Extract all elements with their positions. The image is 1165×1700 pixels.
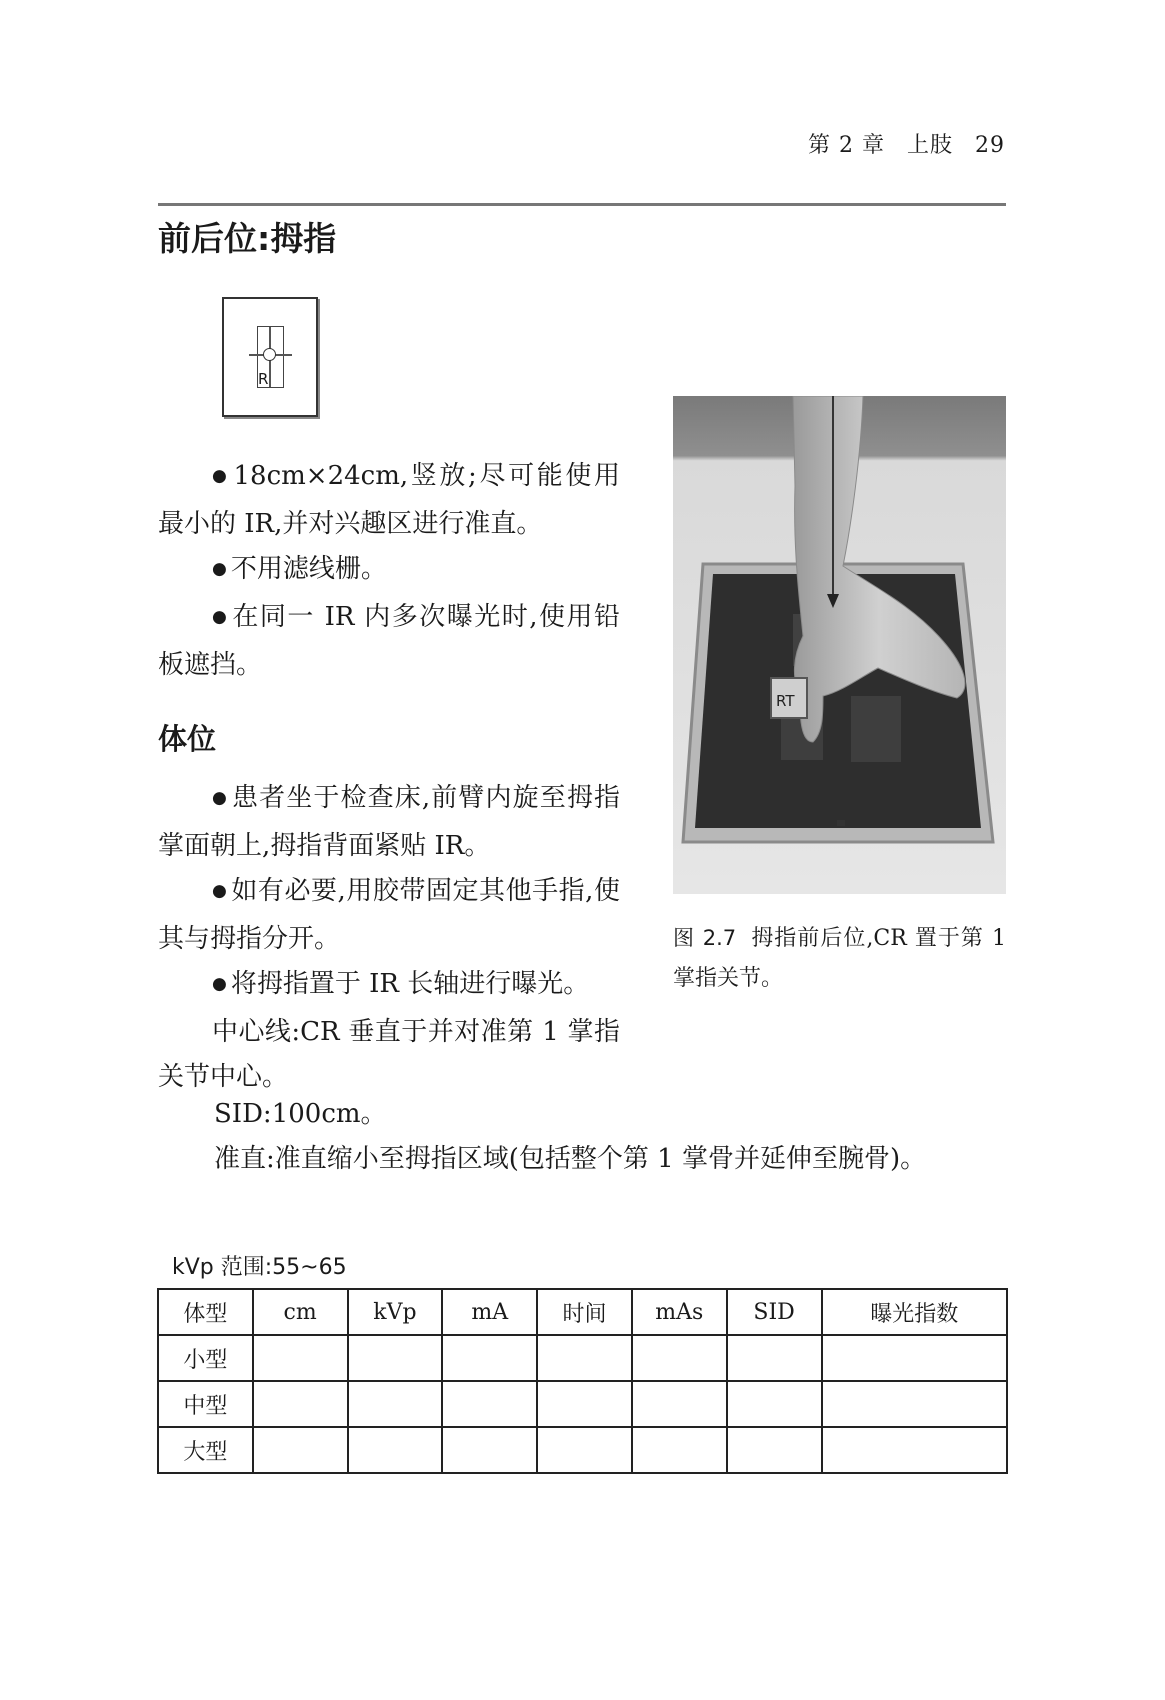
step-text: 将拇指置于 IR 长轴进行曝光。 — [230, 969, 590, 999]
header-cell: mA — [442, 1289, 537, 1335]
note-lead-masking — [158, 595, 620, 688]
note-ir-size — [158, 454, 620, 547]
lead-blocker — [851, 696, 901, 762]
table-header-row — [158, 1289, 1007, 1335]
step-text: 如有必要,用胶带固定其他手指,使其与拇指分开。 — [158, 876, 620, 954]
central-ray-text: CR 垂直于并对准第 1 掌指关节中心。 — [158, 1017, 620, 1092]
page-number: 29 — [975, 133, 1005, 158]
note-text: 18cm×24cm,竖放;尽可能使用最小的 IR,并对兴趣区进行准直。 — [158, 461, 620, 539]
header-cell: 曝光指数 — [822, 1289, 1008, 1335]
ir-field — [257, 326, 284, 388]
bullet-icon: ● — [212, 466, 230, 486]
chapter-section: 上肢 — [906, 133, 953, 158]
thumb-ap-photo — [673, 396, 1006, 894]
note-grid — [158, 547, 620, 595]
cassette-latch — [837, 820, 845, 826]
side-marker: R — [258, 370, 269, 388]
position-step — [158, 776, 620, 869]
table-cell: 大型 — [158, 1427, 253, 1473]
table-cell — [348, 1381, 443, 1427]
header-cell: mAs — [632, 1289, 727, 1335]
table-cell — [727, 1335, 822, 1381]
sid-text: 100cm。 — [271, 1099, 387, 1129]
chapter-label: 第 2 章 — [808, 133, 885, 158]
position-heading: 体位 — [158, 722, 217, 756]
step-text: 患者坐于检查床,前臂内旋至拇指掌面朝上,拇指背面紧贴 IR。 — [158, 783, 620, 861]
table-cell — [727, 1427, 822, 1473]
bullet-icon: ● — [212, 881, 228, 901]
central-ray-label: 中心线: — [212, 1017, 301, 1047]
running-header — [786, 128, 1005, 159]
table-cell — [822, 1335, 1008, 1381]
header-rule — [158, 203, 1006, 206]
bullet-icon: ● — [212, 974, 227, 994]
sid-label: SID: — [214, 1099, 272, 1129]
figure-caption — [673, 918, 1006, 999]
table-cell — [632, 1427, 727, 1473]
figure-number: 图 2.7 — [673, 926, 737, 950]
table-cell — [822, 1427, 1008, 1473]
table-cell — [537, 1335, 632, 1381]
table-cell — [822, 1381, 1008, 1427]
central-ray-icon — [263, 348, 276, 361]
table-cell — [442, 1335, 537, 1381]
header-cell: 时间 — [537, 1289, 632, 1335]
header-cell: cm — [253, 1289, 348, 1335]
table-cell — [253, 1381, 348, 1427]
table-row — [158, 1427, 1007, 1473]
figure-caption-text: 拇指前后位,CR 置于第 1 掌指关节。 — [673, 926, 1007, 991]
sid-line — [158, 1092, 1008, 1182]
setup-notes — [158, 454, 620, 688]
table-cell — [632, 1381, 727, 1427]
table-cell — [537, 1381, 632, 1427]
table-cell — [253, 1335, 348, 1381]
table-cell — [727, 1381, 822, 1427]
table-cell — [537, 1427, 632, 1473]
technique-table — [157, 1288, 1008, 1474]
header-cell: kVp — [348, 1289, 443, 1335]
table-cell — [348, 1335, 443, 1381]
table-cell: 小型 — [158, 1335, 253, 1381]
table-cell — [348, 1427, 443, 1473]
header-cell: SID — [727, 1289, 822, 1335]
position-notes — [158, 776, 620, 1100]
table-cell — [442, 1427, 537, 1473]
bullet-icon: ● — [212, 559, 227, 579]
collimation-label: 准直: — [214, 1144, 275, 1174]
header-cell: 体型 — [158, 1289, 253, 1335]
note-text: 在同一 IR 内多次曝光时,使用铅板遮挡。 — [158, 602, 620, 680]
bullet-icon: ● — [212, 788, 228, 808]
collimation-text: 准直缩小至拇指区域(包括整个第 1 掌骨并延伸至腕骨)。 — [274, 1144, 927, 1174]
position-step — [158, 869, 620, 962]
table-row — [158, 1381, 1007, 1427]
kvp-range: kVp 范围:55~65 — [172, 1255, 347, 1280]
section-title: 前后位:拇指 — [158, 219, 337, 258]
central-ray — [158, 1010, 620, 1100]
table-cell — [253, 1427, 348, 1473]
ir-orientation-diagram — [222, 297, 318, 417]
note-text: 不用滤线栅。 — [230, 554, 387, 584]
table-cell — [442, 1381, 537, 1427]
position-step — [158, 962, 620, 1010]
table-cell: 中型 — [158, 1381, 253, 1427]
table-row — [158, 1335, 1007, 1381]
bullet-icon: ● — [212, 607, 229, 627]
rt-marker-text: RT — [776, 692, 795, 710]
collimation-line — [158, 1137, 1008, 1182]
table-cell — [632, 1335, 727, 1381]
photo-illustration — [673, 396, 1006, 894]
